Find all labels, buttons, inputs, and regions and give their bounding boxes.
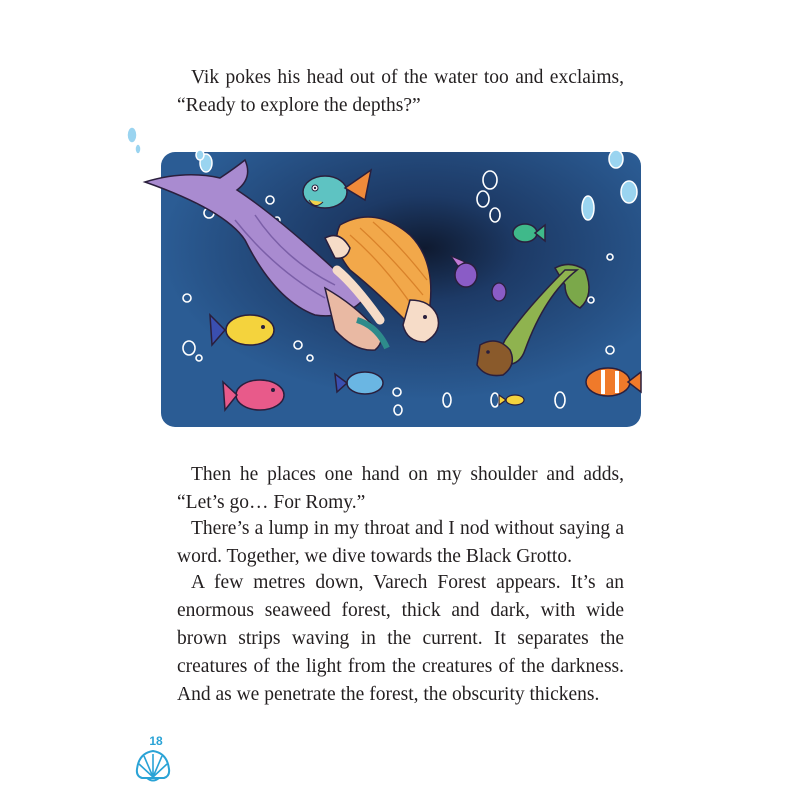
- paragraph-3: There’s a lump in my throat and I nod without saying a word. Together, we dive towards the Black Grotto.: [177, 518, 624, 567]
- seashell-icon: [134, 747, 172, 783]
- paragraph-1: Vik pokes his head out of the water too and exclaims, “Ready to explore the depths?”: [177, 67, 624, 116]
- paragraph-4: A few metres down, Varech Forest appears. It’s an enormous seaweed forest, thick and dark, with wide brown strips waving in the current. It separates the creatures of the light from the creatures of the darkness. And as we penetrate the forest, the obscurity thickens.: [177, 572, 624, 705]
- page-number: 18: [149, 734, 163, 748]
- underwater-illustration: [125, 120, 685, 435]
- paragraph-2: Then he places one hand on my shoulder and adds, “Let’s go… For Romy.”: [177, 464, 624, 513]
